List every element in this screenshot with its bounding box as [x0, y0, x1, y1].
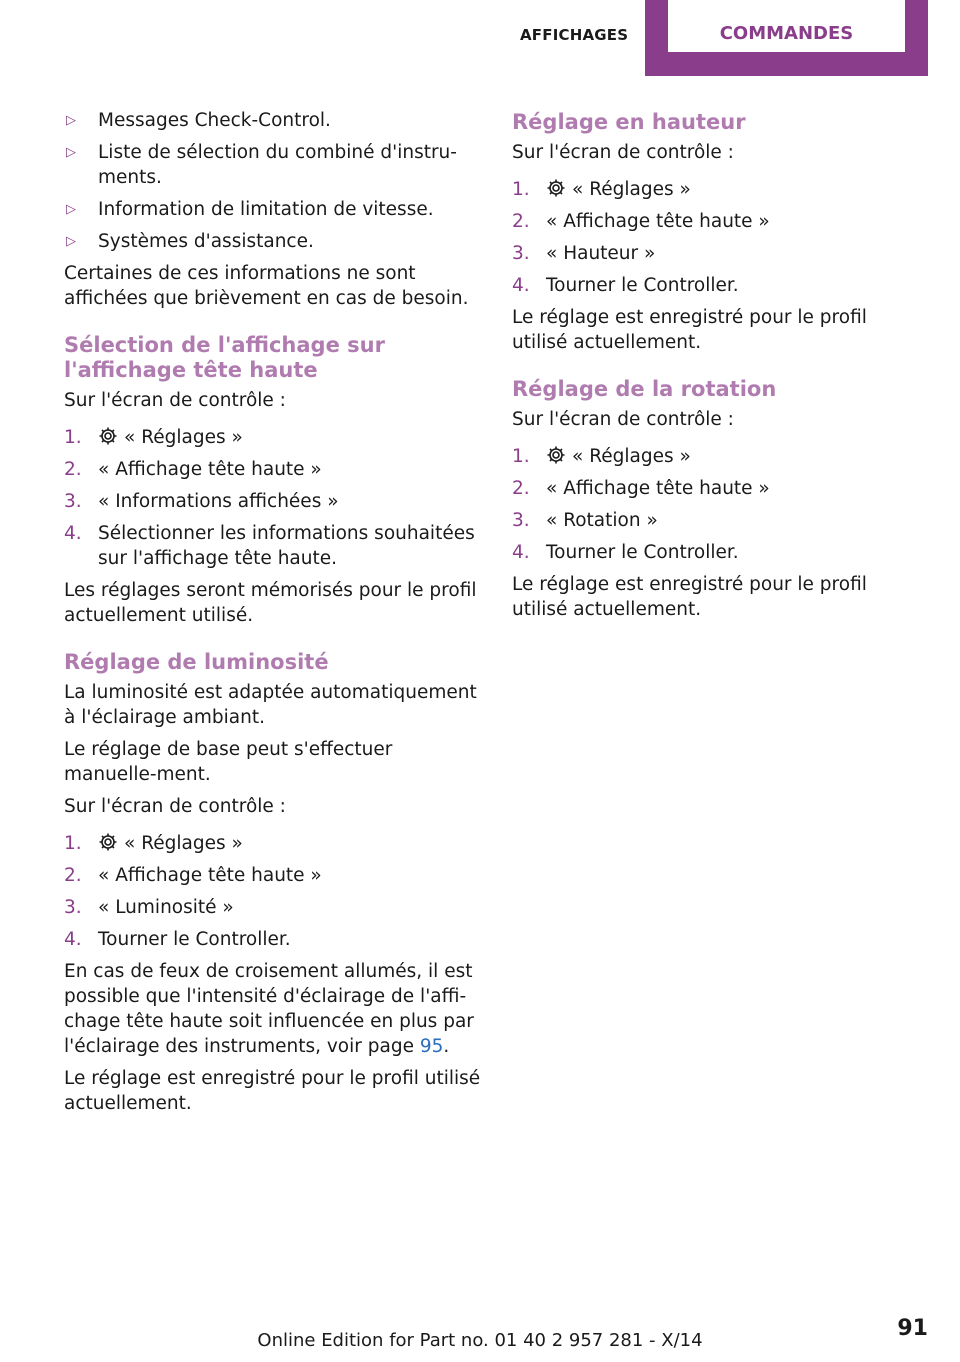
list-item: 2. « Affichage tête haute »: [512, 211, 770, 232]
left-column: [64, 108, 484, 1123]
section-note: Le réglage est enregistré pour le profil utilisé actuellement.: [512, 307, 867, 353]
page-number: 91: [897, 1316, 928, 1341]
triangle-right-icon: ▷: [66, 202, 76, 217]
list-item: 1. « Réglages »: [512, 446, 691, 467]
list-item: 4. Tourner le Controller.: [512, 542, 739, 563]
paragraph: En cas de feux de croisement allumés, il est possible que l'intensité d'éclairage de l'affi-chage tête haute soit influencée en plus par l'éclairage des instruments, voir page 95.: [64, 961, 474, 1057]
list-item: 1. « Réglages »: [64, 833, 243, 854]
triangle-right-icon: ▷: [66, 113, 76, 128]
list-item: ▷ Messages Check-Control.: [66, 110, 331, 131]
right-column: [512, 108, 912, 629]
list-item: 3. « Luminosité »: [64, 897, 234, 918]
section-note: Le réglage est enregistré pour le profil utilisé actuellement.: [64, 1068, 481, 1114]
section-title-height: Réglage en hauteur: [512, 110, 746, 134]
triangle-right-icon: ▷: [66, 145, 76, 160]
chapter-tab-label: COMMANDES: [668, 0, 905, 52]
section-title-display-selection: Sélection de l'affichage sur l'affichage tête haute: [64, 333, 385, 382]
list-item: 1. « Réglages »: [64, 427, 243, 448]
triangle-right-icon: ▷: [66, 234, 76, 249]
gear-icon: [98, 832, 118, 852]
list-item: 4. Tourner le Controller.: [512, 275, 739, 296]
list-item: 3. « Hauteur »: [512, 243, 656, 264]
steps-brightness: [64, 831, 484, 952]
gear-icon: [546, 178, 566, 198]
section-title-brightness: Réglage de luminosité: [64, 650, 329, 674]
list-item: 2. « Affichage tête haute »: [512, 478, 770, 499]
section-lead: Sur l'écran de contrôle :: [64, 796, 286, 817]
section-lead: Sur l'écran de contrôle :: [64, 390, 286, 411]
section-note: Les réglages seront mémorisés pour le profil actuellement utilisé.: [64, 580, 477, 626]
section-label: AFFICHAGES: [520, 26, 629, 44]
section-lead: Sur l'écran de contrôle :: [512, 142, 734, 163]
section-title-rotation: Réglage de la rotation: [512, 377, 777, 401]
list-item: 4. Tourner le Controller.: [64, 929, 291, 950]
list-item: ▷ Systèmes d'assistance.: [66, 231, 314, 252]
paragraph: La luminosité est adaptée automatiquement à l'éclairage ambiant.: [64, 682, 477, 728]
list-item: 2. « Affichage tête haute »: [64, 459, 322, 480]
gear-icon: [98, 426, 118, 446]
steps-display-selection: [64, 425, 484, 571]
list-item: 2. « Affichage tête haute »: [64, 865, 322, 886]
list-item: 3. « Informations affichées »: [64, 491, 339, 512]
steps-height: [512, 177, 912, 298]
gear-icon: [546, 445, 566, 465]
edition-footer: Online Edition for Part no. 01 40 2 957 281 - X/14: [257, 1330, 703, 1351]
chapter-tab: [645, 0, 928, 76]
list-item: ▷ Liste de sélection du combiné d'instru-ments.: [66, 142, 457, 188]
steps-rotation: [512, 444, 912, 565]
section-note: Le réglage est enregistré pour le profil utilisé actuellement.: [512, 574, 867, 620]
info-bullet-list: [64, 108, 484, 254]
list-item: 1. « Réglages »: [512, 179, 691, 200]
intro-note: Certaines de ces informations ne sont affichées que brièvement en cas de besoin.: [64, 263, 469, 309]
page-link[interactable]: 95: [419, 1036, 444, 1057]
list-item: 3. « Rotation »: [512, 510, 658, 531]
list-item: 4. Sélectionner les informations souhaitées sur l'affichage tête haute.: [64, 523, 475, 569]
section-lead: Sur l'écran de contrôle :: [512, 409, 734, 430]
list-item: ▷ Information de limitation de vitesse.: [66, 199, 434, 220]
paragraph: Le réglage de base peut s'effectuer manuelle-ment.: [64, 739, 393, 785]
